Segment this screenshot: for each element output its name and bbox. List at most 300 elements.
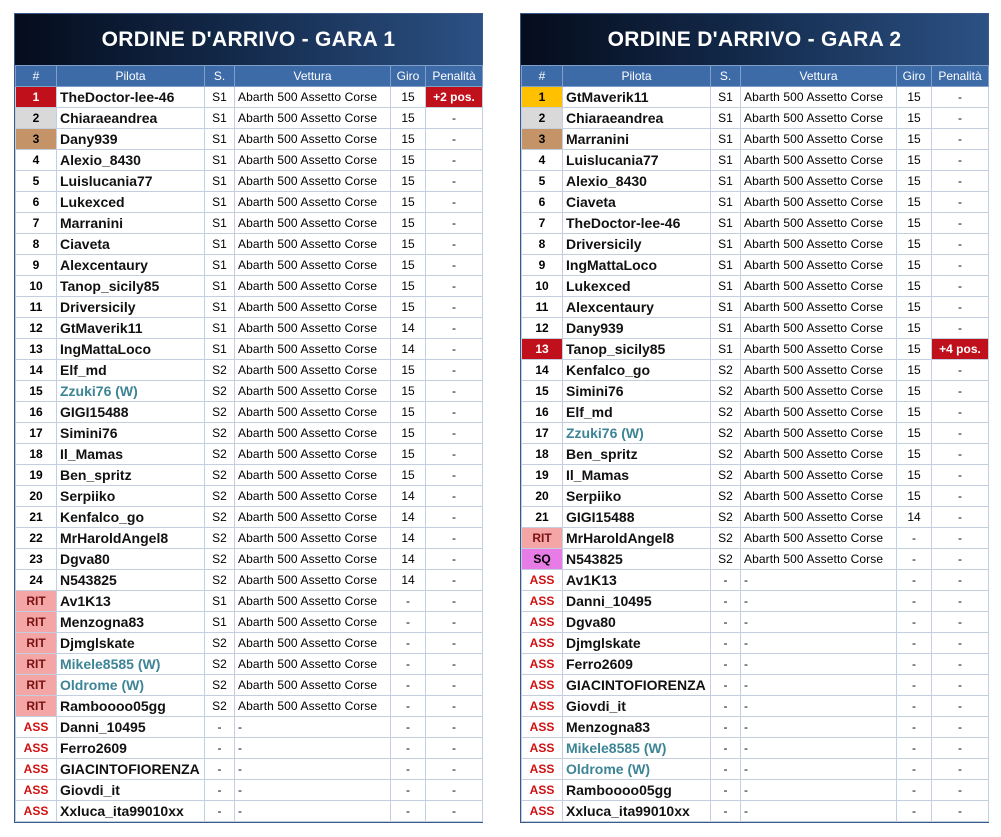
series-cell: S1 <box>711 339 741 360</box>
position-cell: 1 <box>16 87 57 108</box>
position-cell: 24 <box>16 570 57 591</box>
driver-name-cell: Chiaraeandrea <box>563 108 711 129</box>
laps-cell: - <box>897 675 932 696</box>
car-cell: Abarth 500 Assetto Corse <box>741 171 897 192</box>
car-cell: Abarth 500 Assetto Corse <box>235 402 391 423</box>
position-cell: 14 <box>16 360 57 381</box>
laps-cell: 15 <box>897 129 932 150</box>
series-cell: S1 <box>711 150 741 171</box>
position-cell: ASS <box>16 717 57 738</box>
position-cell: ASS <box>522 780 563 801</box>
series-cell: S1 <box>711 108 741 129</box>
car-cell: Abarth 500 Assetto Corse <box>235 339 391 360</box>
driver-name-cell: Serpiiko <box>563 486 711 507</box>
laps-cell: 15 <box>897 276 932 297</box>
laps-cell: - <box>897 738 932 759</box>
table-row <box>16 276 483 297</box>
penalty-cell: - <box>932 276 989 297</box>
position-cell: ASS <box>522 717 563 738</box>
series-cell: S2 <box>205 675 235 696</box>
series-cell: S1 <box>711 297 741 318</box>
position-cell: 14 <box>522 360 563 381</box>
table-row <box>16 381 483 402</box>
car-cell: - <box>741 675 897 696</box>
driver-name-cell: Av1K13 <box>57 591 205 612</box>
laps-cell: 15 <box>897 381 932 402</box>
position-cell: 21 <box>16 507 57 528</box>
penalty-cell: - <box>932 423 989 444</box>
penalty-cell: - <box>932 633 989 654</box>
col-header-driver: Pilota <box>57 66 205 87</box>
car-cell: - <box>741 612 897 633</box>
penalty-cell: - <box>426 696 483 717</box>
series-cell: S2 <box>711 360 741 381</box>
laps-cell: 15 <box>391 276 426 297</box>
laps-cell: 14 <box>391 486 426 507</box>
driver-name-cell: Il_Mamas <box>57 444 205 465</box>
position-cell: 4 <box>16 150 57 171</box>
series-cell: - <box>205 738 235 759</box>
position-cell: 11 <box>16 297 57 318</box>
laps-cell: 15 <box>391 444 426 465</box>
driver-name-cell: Elf_md <box>563 402 711 423</box>
table-row <box>522 507 989 528</box>
car-cell: - <box>235 759 391 780</box>
laps-cell: 15 <box>897 171 932 192</box>
position-cell: ASS <box>522 633 563 654</box>
car-cell: Abarth 500 Assetto Corse <box>235 696 391 717</box>
laps-cell: - <box>897 759 932 780</box>
laps-cell: 14 <box>391 549 426 570</box>
driver-name-cell: Lukexced <box>563 276 711 297</box>
series-cell: S2 <box>205 360 235 381</box>
driver-name-cell: Av1K13 <box>563 570 711 591</box>
table-row <box>522 150 989 171</box>
table-row <box>522 738 989 759</box>
car-cell: Abarth 500 Assetto Corse <box>235 612 391 633</box>
penalty-cell: - <box>932 213 989 234</box>
table-row <box>16 801 483 822</box>
col-header-penalty: Penalità <box>426 66 483 87</box>
driver-name-cell: MrHaroldAngel8 <box>563 528 711 549</box>
laps-cell: - <box>391 738 426 759</box>
penalty-cell: - <box>932 801 989 822</box>
laps-cell: 15 <box>897 255 932 276</box>
table-row <box>522 108 989 129</box>
table-row <box>522 591 989 612</box>
position-cell: RIT <box>16 612 57 633</box>
penalty-cell: - <box>932 675 989 696</box>
penalty-cell: - <box>426 486 483 507</box>
series-cell: - <box>711 738 741 759</box>
position-cell: ASS <box>522 591 563 612</box>
driver-name-cell: Ramboooo05gg <box>57 696 205 717</box>
col-header-laps: Giro <box>897 66 932 87</box>
position-cell: RIT <box>522 528 563 549</box>
laps-cell: - <box>391 696 426 717</box>
laps-cell: 15 <box>897 192 932 213</box>
table-row <box>522 339 989 360</box>
series-cell: S1 <box>711 234 741 255</box>
penalty-cell: - <box>932 612 989 633</box>
position-cell: 10 <box>522 276 563 297</box>
penalty-cell: - <box>426 129 483 150</box>
laps-cell: - <box>391 801 426 822</box>
position-cell: 21 <box>522 507 563 528</box>
table-row <box>16 570 483 591</box>
penalty-cell: - <box>932 318 989 339</box>
series-cell: S1 <box>205 591 235 612</box>
table-row <box>16 150 483 171</box>
race-1-header-row <box>16 66 483 87</box>
driver-name-cell: GIGI15488 <box>563 507 711 528</box>
position-cell: 17 <box>522 423 563 444</box>
driver-name-cell: Giovdi_it <box>57 780 205 801</box>
laps-cell: 14 <box>391 339 426 360</box>
series-cell: - <box>205 780 235 801</box>
driver-name-cell: Dgva80 <box>57 549 205 570</box>
table-row <box>16 528 483 549</box>
table-row <box>16 549 483 570</box>
table-row <box>522 780 989 801</box>
laps-cell: - <box>391 591 426 612</box>
series-cell: S2 <box>205 654 235 675</box>
position-cell: 16 <box>16 402 57 423</box>
position-cell: 22 <box>16 528 57 549</box>
col-header-penalty: Penalità <box>932 66 989 87</box>
table-row <box>16 360 483 381</box>
car-cell: Abarth 500 Assetto Corse <box>235 591 391 612</box>
penalty-cell: - <box>426 192 483 213</box>
table-row <box>16 696 483 717</box>
car-cell: Abarth 500 Assetto Corse <box>235 654 391 675</box>
driver-name-cell: Menzogna83 <box>57 612 205 633</box>
laps-cell: - <box>897 633 932 654</box>
driver-name-cell: Ramboooo05gg <box>563 780 711 801</box>
laps-cell: 15 <box>897 150 932 171</box>
table-row <box>522 612 989 633</box>
col-header-car: Vettura <box>235 66 391 87</box>
position-cell: 19 <box>522 465 563 486</box>
laps-cell: - <box>897 780 932 801</box>
penalty-cell: - <box>426 801 483 822</box>
driver-name-cell: Alexio_8430 <box>563 171 711 192</box>
penalty-cell: - <box>932 360 989 381</box>
table-row <box>522 87 989 108</box>
laps-cell: - <box>391 780 426 801</box>
laps-cell: - <box>391 675 426 696</box>
series-cell: S1 <box>205 255 235 276</box>
car-cell: - <box>235 780 391 801</box>
penalty-cell: - <box>932 150 989 171</box>
laps-cell: - <box>391 717 426 738</box>
driver-name-cell: Il_Mamas <box>563 465 711 486</box>
position-cell: ASS <box>522 738 563 759</box>
driver-name-cell: N543825 <box>563 549 711 570</box>
table-row <box>522 759 989 780</box>
car-cell: - <box>741 780 897 801</box>
table-row <box>522 528 989 549</box>
car-cell: Abarth 500 Assetto Corse <box>235 570 391 591</box>
driver-name-cell: GIGI15488 <box>57 402 205 423</box>
laps-cell: 14 <box>897 507 932 528</box>
penalty-cell: - <box>426 717 483 738</box>
driver-name-cell: Tanop_sicily85 <box>563 339 711 360</box>
car-cell: - <box>235 801 391 822</box>
driver-name-cell: Alexcentaury <box>563 297 711 318</box>
series-cell: S2 <box>205 696 235 717</box>
car-cell: Abarth 500 Assetto Corse <box>235 465 391 486</box>
series-cell: S1 <box>205 612 235 633</box>
driver-name-cell: Mikele8585 (W) <box>57 654 205 675</box>
position-cell: ASS <box>16 759 57 780</box>
series-cell: S2 <box>711 423 741 444</box>
driver-name-cell: Dany939 <box>57 129 205 150</box>
series-cell: S1 <box>711 129 741 150</box>
car-cell: Abarth 500 Assetto Corse <box>741 276 897 297</box>
penalty-cell: - <box>426 759 483 780</box>
laps-cell: 15 <box>391 402 426 423</box>
position-cell: ASS <box>522 801 563 822</box>
penalty-cell: - <box>932 486 989 507</box>
car-cell: Abarth 500 Assetto Corse <box>235 549 391 570</box>
race-1-title: ORDINE D'ARRIVO - GARA 1 <box>15 14 482 65</box>
table-row <box>522 192 989 213</box>
series-cell: S1 <box>711 276 741 297</box>
position-cell: RIT <box>16 696 57 717</box>
race-2-rows <box>522 87 989 822</box>
penalty-cell: - <box>426 528 483 549</box>
table-row <box>522 402 989 423</box>
driver-name-cell: Mikele8585 (W) <box>563 738 711 759</box>
penalty-cell: - <box>932 696 989 717</box>
series-cell: S2 <box>205 549 235 570</box>
table-row <box>522 234 989 255</box>
car-cell: Abarth 500 Assetto Corse <box>235 297 391 318</box>
car-cell: - <box>741 570 897 591</box>
series-cell: S2 <box>205 465 235 486</box>
series-cell: S1 <box>205 108 235 129</box>
position-cell: 2 <box>522 108 563 129</box>
series-cell: S2 <box>711 381 741 402</box>
penalty-cell: - <box>426 654 483 675</box>
table-row <box>522 360 989 381</box>
table-row <box>16 738 483 759</box>
laps-cell: 15 <box>391 150 426 171</box>
laps-cell: 14 <box>391 507 426 528</box>
position-cell: 10 <box>16 276 57 297</box>
series-cell: S1 <box>205 297 235 318</box>
driver-name-cell: GtMaverik11 <box>57 318 205 339</box>
series-cell: S1 <box>205 213 235 234</box>
table-row <box>522 696 989 717</box>
driver-name-cell: Ciaveta <box>563 192 711 213</box>
table-row <box>522 654 989 675</box>
car-cell: Abarth 500 Assetto Corse <box>235 381 391 402</box>
car-cell: Abarth 500 Assetto Corse <box>235 108 391 129</box>
laps-cell: - <box>897 528 932 549</box>
penalty-cell: - <box>426 339 483 360</box>
car-cell: - <box>741 633 897 654</box>
laps-cell: 15 <box>897 234 932 255</box>
table-row <box>16 675 483 696</box>
car-cell: Abarth 500 Assetto Corse <box>235 213 391 234</box>
laps-cell: - <box>897 717 932 738</box>
position-cell: 11 <box>522 297 563 318</box>
position-cell: 5 <box>16 171 57 192</box>
car-cell: Abarth 500 Assetto Corse <box>741 213 897 234</box>
laps-cell: 15 <box>897 318 932 339</box>
penalty-cell: - <box>426 360 483 381</box>
laps-cell: 15 <box>897 87 932 108</box>
col-header-pos: # <box>522 66 563 87</box>
laps-cell: 15 <box>391 213 426 234</box>
position-cell: 5 <box>522 171 563 192</box>
series-cell: S1 <box>205 234 235 255</box>
car-cell: Abarth 500 Assetto Corse <box>741 318 897 339</box>
position-cell: ASS <box>522 654 563 675</box>
race-2-header-row <box>522 66 989 87</box>
race-1-rows <box>16 87 483 822</box>
driver-name-cell: Djmglskate <box>57 633 205 654</box>
series-cell: S2 <box>711 528 741 549</box>
series-cell: S2 <box>205 486 235 507</box>
laps-cell: 15 <box>897 444 932 465</box>
driver-name-cell: Marranini <box>563 129 711 150</box>
series-cell: S1 <box>711 192 741 213</box>
position-cell: 3 <box>16 129 57 150</box>
car-cell: Abarth 500 Assetto Corse <box>741 486 897 507</box>
penalty-cell: - <box>426 738 483 759</box>
position-cell: 6 <box>522 192 563 213</box>
position-cell: 1 <box>522 87 563 108</box>
penalty-cell: - <box>426 423 483 444</box>
table-row <box>16 507 483 528</box>
car-cell: Abarth 500 Assetto Corse <box>235 192 391 213</box>
driver-name-cell: IngMattaLoco <box>563 255 711 276</box>
penalty-cell: - <box>932 234 989 255</box>
penalty-cell: - <box>932 129 989 150</box>
series-cell: S2 <box>205 507 235 528</box>
table-row <box>16 402 483 423</box>
penalty-cell: - <box>932 87 989 108</box>
table-row <box>16 633 483 654</box>
laps-cell: - <box>391 633 426 654</box>
car-cell: - <box>741 801 897 822</box>
laps-cell: - <box>391 654 426 675</box>
series-cell: S1 <box>205 318 235 339</box>
penalty-cell: - <box>426 549 483 570</box>
laps-cell: 15 <box>897 486 932 507</box>
position-cell: 17 <box>16 423 57 444</box>
driver-name-cell: IngMattaLoco <box>57 339 205 360</box>
col-header-pos: # <box>16 66 57 87</box>
penalty-cell: - <box>932 738 989 759</box>
position-cell: ASS <box>522 675 563 696</box>
driver-name-cell: Ferro2609 <box>57 738 205 759</box>
series-cell: S1 <box>205 87 235 108</box>
table-row <box>522 444 989 465</box>
penalty-cell: - <box>932 549 989 570</box>
driver-name-cell: Alexcentaury <box>57 255 205 276</box>
position-cell: 9 <box>16 255 57 276</box>
penalty-cell: - <box>426 612 483 633</box>
penalty-cell: - <box>426 780 483 801</box>
series-cell: - <box>711 759 741 780</box>
position-cell: ASS <box>16 738 57 759</box>
car-cell: Abarth 500 Assetto Corse <box>235 528 391 549</box>
laps-cell: 15 <box>897 423 932 444</box>
series-cell: S2 <box>711 444 741 465</box>
penalty-cell: - <box>932 507 989 528</box>
penalty-cell: - <box>932 528 989 549</box>
driver-name-cell: Luislucania77 <box>563 150 711 171</box>
table-row <box>522 717 989 738</box>
position-cell: RIT <box>16 591 57 612</box>
driver-name-cell: GIACINTOFIORENZA <box>57 759 205 780</box>
position-cell: 15 <box>522 381 563 402</box>
table-row <box>522 276 989 297</box>
table-row <box>16 129 483 150</box>
penalty-cell: - <box>932 444 989 465</box>
series-cell: S2 <box>205 402 235 423</box>
series-cell: S1 <box>205 129 235 150</box>
position-cell: RIT <box>16 633 57 654</box>
driver-name-cell: Lukexced <box>57 192 205 213</box>
position-cell: ASS <box>522 570 563 591</box>
car-cell: Abarth 500 Assetto Corse <box>235 150 391 171</box>
series-cell: - <box>711 717 741 738</box>
penalty-cell: - <box>426 465 483 486</box>
driver-name-cell: Dgva80 <box>563 612 711 633</box>
table-row <box>522 129 989 150</box>
table-row <box>16 780 483 801</box>
penalty-cell: - <box>932 717 989 738</box>
laps-cell: 15 <box>391 255 426 276</box>
penalty-cell: - <box>426 171 483 192</box>
laps-cell: 15 <box>897 360 932 381</box>
laps-cell: 14 <box>391 528 426 549</box>
penalty-cell: - <box>426 276 483 297</box>
table-row <box>16 444 483 465</box>
car-cell: - <box>235 738 391 759</box>
series-cell: S2 <box>205 381 235 402</box>
laps-cell: 15 <box>391 234 426 255</box>
car-cell: Abarth 500 Assetto Corse <box>235 318 391 339</box>
car-cell: Abarth 500 Assetto Corse <box>235 255 391 276</box>
driver-name-cell: Simini76 <box>563 381 711 402</box>
position-cell: 7 <box>522 213 563 234</box>
car-cell: Abarth 500 Assetto Corse <box>741 234 897 255</box>
table-row <box>16 591 483 612</box>
series-cell: - <box>711 570 741 591</box>
penalty-cell: - <box>426 297 483 318</box>
table-row <box>522 465 989 486</box>
series-cell: S2 <box>205 423 235 444</box>
driver-name-cell: GIACINTOFIORENZA <box>563 675 711 696</box>
car-cell: Abarth 500 Assetto Corse <box>741 465 897 486</box>
position-cell: 8 <box>522 234 563 255</box>
table-row <box>16 423 483 444</box>
position-cell: 20 <box>522 486 563 507</box>
series-cell: S2 <box>711 486 741 507</box>
position-cell: 4 <box>522 150 563 171</box>
col-header-driver: Pilota <box>563 66 711 87</box>
series-cell: S1 <box>205 150 235 171</box>
penalty-cell: - <box>426 675 483 696</box>
driver-name-cell: Ciaveta <box>57 234 205 255</box>
position-cell: ASS <box>522 696 563 717</box>
